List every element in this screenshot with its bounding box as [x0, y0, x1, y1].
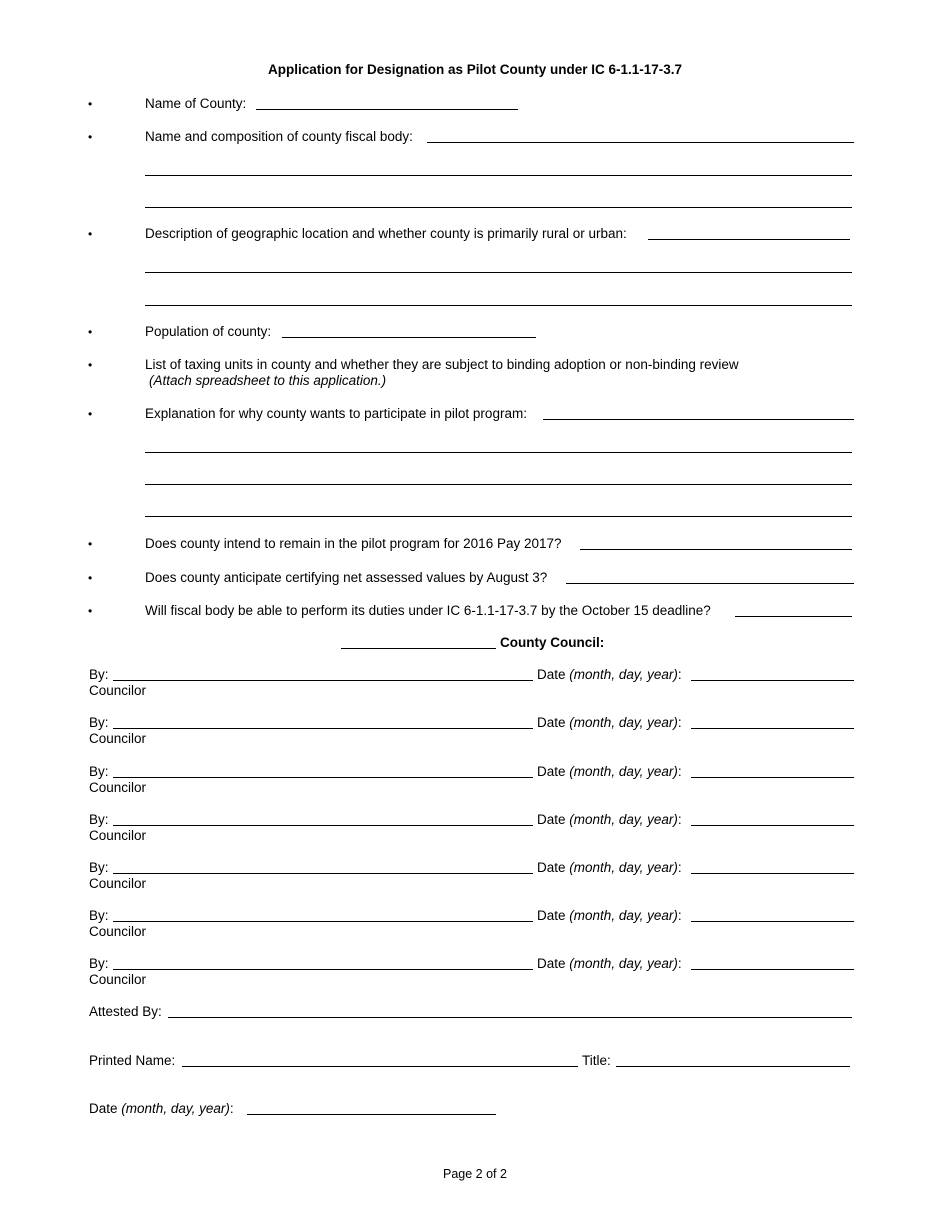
explanation-field-4[interactable]: [145, 516, 852, 517]
date-field[interactable]: [691, 728, 854, 729]
taxing-units-label: List of taxing units in county and whether they are subject to binding adoption or non-binding review: [145, 357, 739, 372]
explanation-field-3[interactable]: [145, 484, 852, 485]
perform-label: Will fiscal body be able to perform its duties under IC 6-1.1-17-3.7 by the October 15 deadline?: [145, 603, 711, 618]
councilor-signature-field[interactable]: [113, 777, 533, 778]
explanation-field-2[interactable]: [145, 452, 852, 453]
date-label: Date (month, day, year):: [537, 764, 682, 779]
perform-field[interactable]: [735, 616, 852, 617]
bullet-icon: •: [88, 97, 93, 111]
remain-field[interactable]: [580, 549, 852, 550]
by-label: By:: [89, 812, 109, 827]
date-label: Date (month, day, year):: [537, 956, 682, 971]
councilor-signature-field[interactable]: [113, 728, 533, 729]
final-date-field[interactable]: [247, 1114, 496, 1115]
date-label: Date (month, day, year):: [537, 812, 682, 827]
councilor-label: Councilor: [89, 683, 147, 698]
councilor-label: Councilor: [89, 828, 147, 843]
by-label: By:: [89, 715, 109, 730]
taxing-units-note: (Attach spreadsheet to this application.): [149, 373, 387, 388]
councilor-signature-field[interactable]: [113, 825, 533, 826]
date-label: Date (month, day, year):: [537, 860, 682, 875]
attested-by-label: Attested By:: [89, 1004, 162, 1019]
date-field[interactable]: [691, 921, 854, 922]
attested-by-field[interactable]: [168, 1017, 852, 1018]
population-label: Population of county:: [145, 324, 272, 339]
printed-name-label: Printed Name:: [89, 1053, 176, 1068]
geography-field-3[interactable]: [145, 305, 852, 306]
fiscal-body-field-2[interactable]: [145, 175, 852, 176]
title-label: Title:: [582, 1053, 611, 1068]
fiscal-body-label: Name and composition of county fiscal body:: [145, 129, 413, 144]
fiscal-body-field-3[interactable]: [145, 207, 852, 208]
councilor-label: Councilor: [89, 876, 147, 891]
councilor-signature-field[interactable]: [113, 969, 533, 970]
bullet-icon: •: [88, 407, 93, 421]
councilor-signature-field[interactable]: [113, 921, 533, 922]
population-field[interactable]: [282, 337, 536, 338]
bullet-icon: •: [88, 227, 93, 241]
geography-field-2[interactable]: [145, 272, 852, 273]
county-name-label: Name of County:: [145, 96, 247, 111]
date-field[interactable]: [691, 680, 854, 681]
by-label: By:: [89, 667, 109, 682]
councilor-label: Councilor: [89, 780, 147, 795]
geography-label: Description of geographic location and whether county is primarily rural or urban:: [145, 226, 627, 241]
bullet-icon: •: [88, 325, 93, 339]
councilor-label: Councilor: [89, 924, 147, 939]
bullet-icon: •: [88, 130, 93, 144]
geography-field-1[interactable]: [648, 239, 850, 240]
final-date-label: Date (month, day, year):: [89, 1101, 234, 1116]
date-label: Date (month, day, year):: [537, 908, 682, 923]
date-field[interactable]: [691, 777, 854, 778]
date-field[interactable]: [691, 969, 854, 970]
remain-label: Does county intend to remain in the pilot program for 2016 Pay 2017?: [145, 536, 562, 551]
date-label: Date (month, day, year):: [537, 715, 682, 730]
by-label: By:: [89, 860, 109, 875]
councilor-label: Councilor: [89, 731, 147, 746]
bullet-icon: •: [88, 604, 93, 618]
councilor-signature-field[interactable]: [113, 873, 533, 874]
councilor-signature-field[interactable]: [113, 680, 533, 681]
explanation-field-1[interactable]: [543, 419, 854, 420]
bullet-icon: •: [88, 358, 93, 372]
certify-label: Does county anticipate certifying net assessed values by August 3?: [145, 570, 548, 585]
page-number: Page 2 of 2: [443, 1167, 507, 1181]
date-field[interactable]: [691, 873, 854, 874]
fiscal-body-field-1[interactable]: [427, 142, 854, 143]
explanation-label: Explanation for why county wants to participate in pilot program:: [145, 406, 527, 421]
by-label: By:: [89, 908, 109, 923]
printed-name-field[interactable]: [182, 1066, 578, 1067]
bullet-icon: •: [88, 537, 93, 551]
bullet-icon: •: [88, 571, 93, 585]
date-label: Date (month, day, year):: [537, 667, 682, 682]
county-name-council-field[interactable]: [341, 648, 496, 649]
by-label: By:: [89, 764, 109, 779]
date-field[interactable]: [691, 825, 854, 826]
by-label: By:: [89, 956, 109, 971]
form-title: Application for Designation as Pilot County under IC 6-1.1-17-3.7: [267, 62, 683, 77]
councilor-label: Councilor: [89, 972, 147, 987]
certify-field[interactable]: [566, 583, 854, 584]
county-name-field[interactable]: [256, 109, 518, 110]
title-field[interactable]: [616, 1066, 850, 1067]
council-heading: County Council:: [500, 635, 605, 650]
